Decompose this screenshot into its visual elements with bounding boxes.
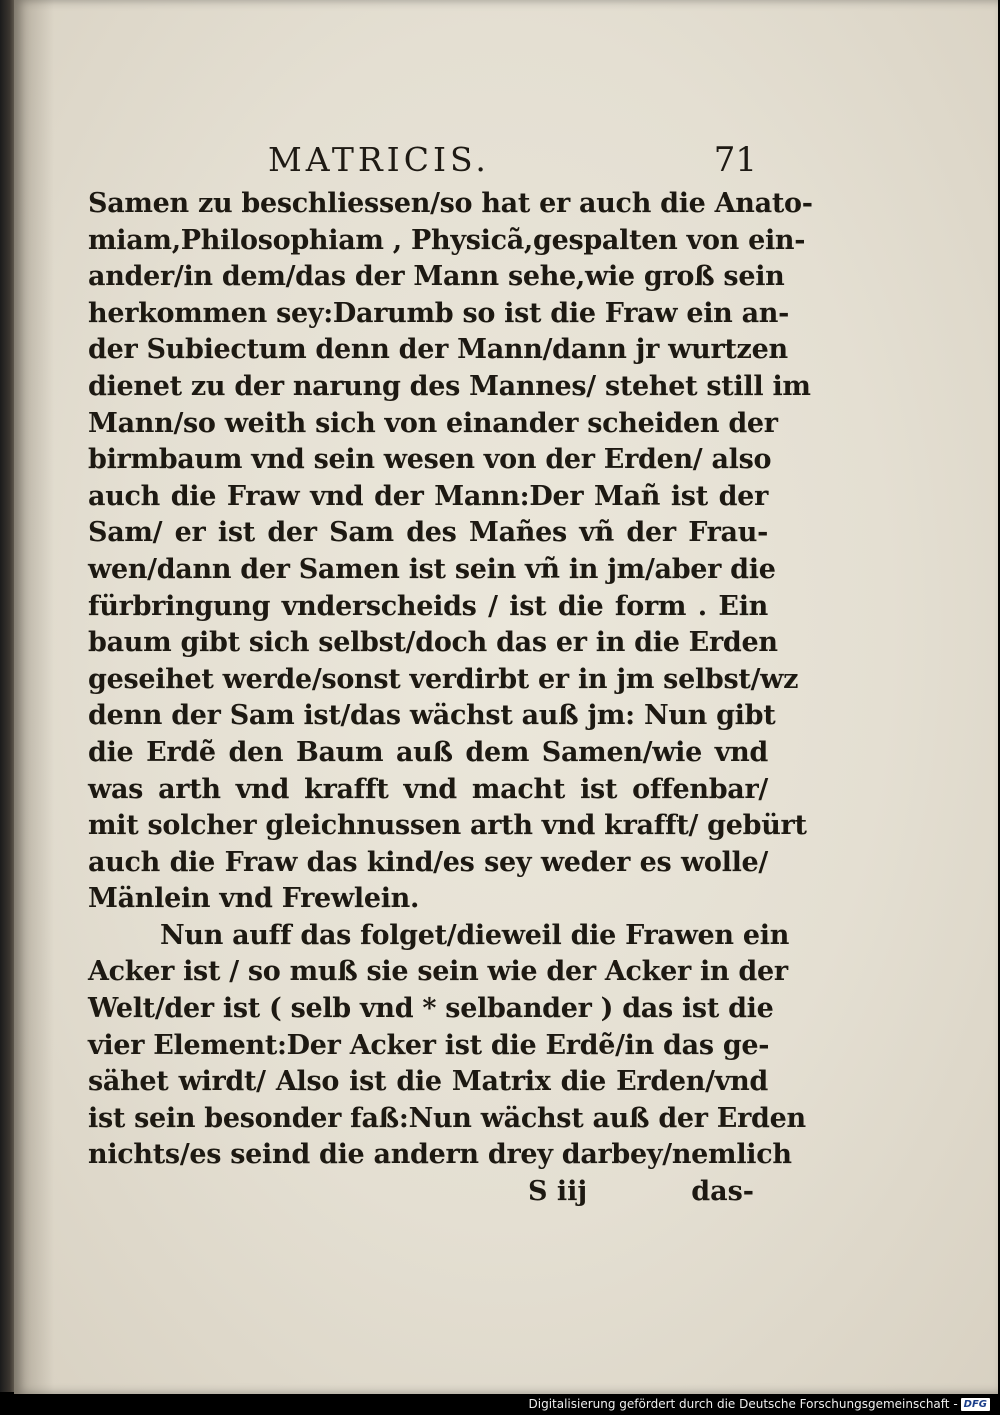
text-line: was arth vnd krafft vnd macht ist offenbar/ [88,773,768,805]
text-line: Samen zu beschliessen/so hat er auch die Anato- [88,188,813,219]
text-line: Welt/der ist ( selb vnd * selbander ) das ist die [88,993,774,1025]
scanned-page [14,0,998,1394]
text-line: mit solcher gleichnussen arth vnd krafft/ gebürt [88,810,807,842]
body-text [88,186,813,1210]
text-line: nichts/es seind die andern drey darbey/nemlich [88,1139,792,1171]
footer-credit [529,1397,991,1411]
dfg-logo: DFG [961,1398,990,1411]
text-line: Nun auff das folget/dieweil die Frawen ein [160,919,790,951]
text-line: baum gibt sich selbst/doch das er in die Erden [88,627,778,659]
running-head: MATRICIS. [268,140,490,179]
text-line: herkommen sey:Darumb so ist die Fraw ein an- [88,297,790,329]
text-line: die Erdẽ den Baum auß dem Samen/wie vnd [88,736,768,768]
text-line: dienet zu der narung des Mannes/ stehet still im [88,370,811,402]
page-fold-shadow [14,0,54,1394]
text-line: auch die Fraw vnd der Mann:Der Mañ ist der [88,480,768,512]
catchword: das- [691,1176,754,1208]
text-line: miam,Philosophiam , Physicã,gespalten von ein- [88,224,806,256]
funding-credit: Digitalisierung gefördert durch die Deutsche Forschungsgemeinschaft - [528,1397,958,1411]
page-number: 71 [713,140,757,180]
text-line: denn der Sam ist/das wächst auß jm: Nun gibt [88,700,776,732]
text-line: ist sein besonder faß:Nun wächst auß der Erden [88,1102,806,1134]
text-line: geseihet werde/sonst verdirbt er in jm selbst/wz [88,663,799,695]
text-line: auch die Fraw das kind/es sey weder es wolle/ [88,846,768,878]
text-line: wen/dann der Samen ist sein vñ in jm/aber die [88,553,776,585]
text-line: Sam/ er ist der Sam des Mañes vñ der Frau- [88,517,768,549]
text-line: Acker ist / so muß sie sein wie der Acker in der [88,956,788,988]
text-line: birmbaum vnd sein wesen von der Erden/ also [88,444,772,476]
page-header [268,140,768,180]
text-line: Mänlein vnd Frewlein. [88,883,420,915]
text-line: sähet wirdt/ Also ist die Matrix die Erden/vnd [88,1066,768,1098]
signature-mark: S iij [528,1176,588,1208]
text-line: ander/in dem/das der Mann sehe,wie groß sein [88,261,785,293]
text-line: der Subiectum denn der Mann/dann jr wurtzen [88,334,788,366]
text-line: vier Element:Der Acker ist die Erdẽ/in das ge- [88,1029,770,1061]
text-line: fürbringung vnderscheids / ist die form . Ein [88,590,768,622]
signature-line [88,1174,768,1210]
text-line: Mann/so weith sich von einander scheiden der [88,407,778,439]
